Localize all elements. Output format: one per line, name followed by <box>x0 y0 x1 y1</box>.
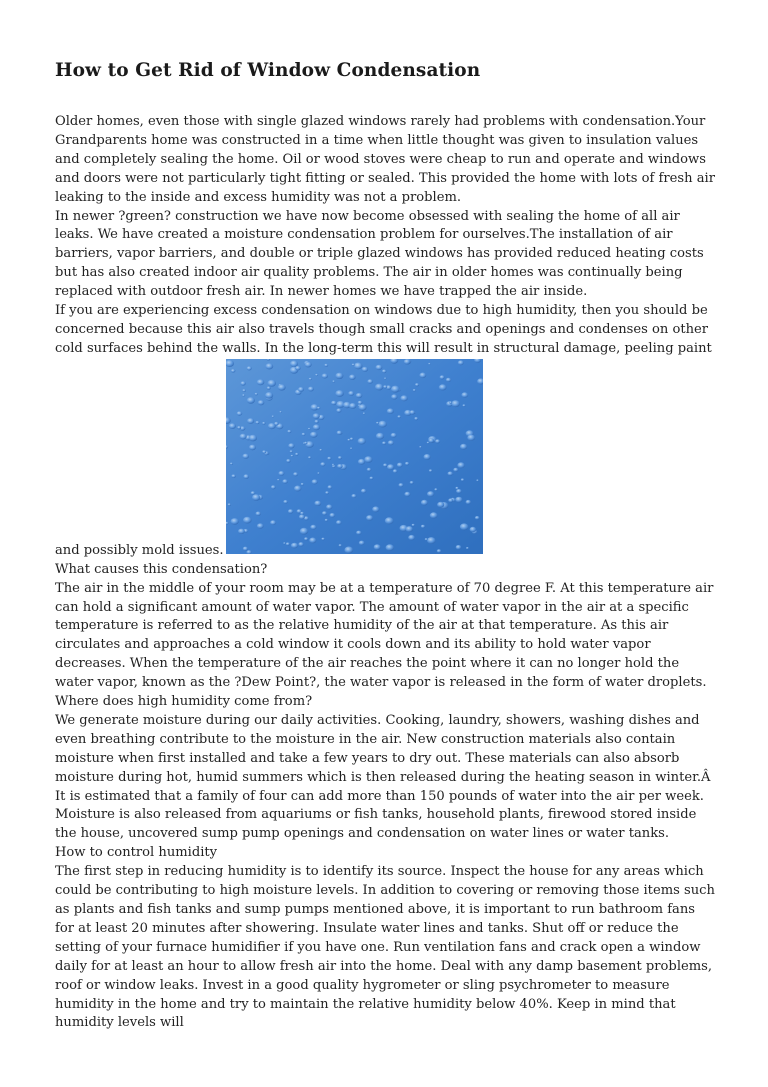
water-droplet <box>420 524 424 527</box>
paragraph-air-temperature: The air in the middle of your room may be at a temperature of 70 degree F. At this temperature air can hold a significant amount of water vapor. The amount of water vapor in the air at a specific temperature is referred to as the relative humidity of the air at that temperature. As this air circulates and approaches a cold window it cools down and its ability to hold water vapor decreases. When the temperature of the air reaches the point where it can no longer hold the water vapor, known as the ?Dew Point?, the water vapor is released in the form of water droplets. <box>55 580 714 691</box>
water-droplet <box>277 384 285 390</box>
water-droplet <box>262 422 265 425</box>
water-droplet <box>277 479 279 481</box>
water-droplet <box>476 479 478 481</box>
water-droplet <box>357 438 365 445</box>
water-droplet <box>383 463 387 466</box>
water-droplet <box>283 500 288 504</box>
water-droplet <box>455 545 461 550</box>
water-droplet <box>308 456 311 459</box>
water-droplet <box>419 446 421 448</box>
water-droplet <box>247 418 254 424</box>
water-droplet <box>405 526 412 532</box>
water-droplet <box>403 359 410 364</box>
water-droplet <box>298 514 304 519</box>
water-droplet <box>298 387 304 392</box>
water-droplet <box>400 395 407 401</box>
water-droplet <box>257 400 264 405</box>
paragraph-reducing-humidity: The first step in reducing humidity is to identify its source. Inspect the house for any areas which could be contributing to high moisture levels. In addition to covering or removing those items such as plants and fish tanks and sump pumps mentioned above, it is important to run bathroom fans for at least 20 minutes after showering. Insulate water lines and tanks. Shut off or reduce the setting of your furnace humidifier if you have one. Run ventilation fans and crack open a window daily for at least an hour to allow fresh air into the home. Deal with any damp basement problems, roof or window leaks. Invest in a good quality hygrometer or sling psychrometer to measure humidity in the home and try to maintain the relative humidity below 40%. Keep in mind that humidity levels will <box>55 864 715 1031</box>
water-droplet <box>254 392 257 395</box>
water-droplet <box>321 373 327 378</box>
water-droplet <box>312 424 319 430</box>
water-droplet <box>287 430 291 433</box>
water-droplet <box>376 421 379 423</box>
water-droplet <box>327 485 332 489</box>
water-droplet <box>448 498 453 502</box>
water-droplet <box>412 389 415 391</box>
water-droplet <box>267 380 276 387</box>
water-droplet <box>336 430 341 434</box>
page-title: How to Get Rid of Window Condensation <box>55 60 481 81</box>
water-droplet <box>321 537 324 540</box>
water-droplet <box>256 523 263 528</box>
water-droplet <box>274 422 279 426</box>
water-droplet <box>243 516 252 523</box>
water-droplet <box>329 513 335 518</box>
water-droplet <box>242 453 249 458</box>
water-droplet <box>270 520 276 525</box>
water-droplet <box>237 426 241 429</box>
water-droplet <box>373 544 380 550</box>
water-droplet <box>456 489 462 493</box>
water-droplet <box>309 537 316 543</box>
water-droplet <box>428 438 434 443</box>
water-droplet <box>385 544 393 551</box>
water-droplet <box>309 431 317 437</box>
water-droplet <box>348 391 354 396</box>
water-droplet <box>304 537 308 540</box>
water-droplet <box>295 453 298 456</box>
water-droplet <box>428 469 431 472</box>
water-droplet <box>384 377 386 379</box>
water-droplet <box>230 518 238 525</box>
water-droplet <box>460 478 463 481</box>
water-droplet <box>357 400 362 404</box>
water-droplet <box>314 420 318 423</box>
water-droplet <box>326 504 332 509</box>
water-droplet <box>447 471 452 475</box>
water-droplet <box>331 400 337 404</box>
water-droplet <box>242 389 246 392</box>
water-droplet <box>231 474 235 477</box>
water-droplet <box>428 363 430 365</box>
water-droplet <box>392 469 397 473</box>
water-droplet <box>285 542 289 545</box>
water-droplet <box>324 363 328 366</box>
water-droplet <box>466 547 469 549</box>
water-droplet <box>386 408 393 414</box>
water-droplet <box>349 403 356 409</box>
water-droplet <box>311 479 317 484</box>
water-droplet <box>304 441 307 444</box>
water-droplet <box>467 434 475 440</box>
water-droplet <box>337 456 341 459</box>
water-droplet <box>457 462 464 468</box>
water-droplet <box>337 464 343 468</box>
water-droplet <box>295 366 301 370</box>
water-droplet <box>316 406 319 409</box>
water-droplet <box>293 472 298 476</box>
paragraph-daily-activities: We generate moisture during our daily activities. Cooking, laundry, showers, washing dishes and even breathing contribute to the moisture in the air. New construction materials also contain moisture when first installed and take a few years to dry out. These materials can also absorb moisture during hot, humid summers which is then released during the heating season in winter.Â It is estimated that a family of four can add more than 150 pounds of water into the air per week. Moisture is also released from aquariums or fish tanks, household plants, firewood stored inside the house, uncovered sump pump openings and condensation on water lines or water tanks. <box>55 712 711 842</box>
water-droplet <box>429 512 437 518</box>
water-droplet <box>369 476 373 479</box>
water-droplet <box>319 449 322 451</box>
water-droplet <box>350 447 352 449</box>
water-droplet <box>246 366 251 370</box>
water-droplet <box>322 511 327 515</box>
water-droplet <box>308 377 311 379</box>
water-droplet <box>360 489 365 493</box>
water-droplet <box>353 362 362 369</box>
water-droplet <box>310 525 316 530</box>
water-droplet <box>283 542 285 544</box>
water-droplet <box>286 459 290 463</box>
water-droplet <box>249 444 256 450</box>
water-droplets-photo <box>226 359 483 554</box>
water-droplet <box>453 468 458 472</box>
water-droplet <box>358 540 364 545</box>
water-droplet <box>228 423 235 429</box>
water-droplet <box>462 404 465 406</box>
water-droplet <box>405 462 409 465</box>
water-droplet <box>439 375 444 379</box>
water-droplet <box>438 384 446 390</box>
water-droplet <box>242 546 247 550</box>
water-droplet <box>327 457 331 460</box>
water-droplet <box>252 494 260 501</box>
water-droplet <box>262 450 266 453</box>
water-droplet <box>459 523 468 530</box>
water-droplet <box>372 506 379 512</box>
water-droplet <box>270 485 275 489</box>
water-droplet <box>358 404 366 411</box>
water-droplet <box>391 394 397 399</box>
water-droplet <box>290 454 293 456</box>
water-droplet <box>384 517 393 524</box>
paragraph-newer-construction: In newer ?green? construction we have now become obsessed with sealing the home of all air leaks. We have created a moisture condensation problem for ourselves.The installation of air barriers, vapor barriers, and double or triple glazed windows has provided reduced heating costs but has also created indoor air quality problems. The air in older homes was continually being replaced with outdoor fresh air. In newer homes we have trapped the air inside. <box>55 208 704 300</box>
water-droplet <box>396 462 402 467</box>
water-droplet <box>320 462 325 466</box>
water-droplet <box>236 411 242 415</box>
water-droplet <box>375 364 382 369</box>
water-droplet <box>325 491 329 494</box>
water-droplet <box>434 488 437 491</box>
water-droplet <box>300 511 304 514</box>
water-droplet <box>256 379 264 385</box>
water-droplet <box>351 363 354 365</box>
water-droplet <box>351 494 356 498</box>
water-droplet <box>445 378 450 382</box>
water-droplet <box>239 433 246 439</box>
water-droplet <box>404 492 410 497</box>
water-droplet <box>298 542 303 546</box>
water-droplet <box>315 373 318 375</box>
water-droplet <box>387 440 393 445</box>
water-droplet <box>355 393 362 398</box>
water-droplet <box>409 481 413 484</box>
water-droplet <box>362 412 365 414</box>
water-droplet <box>301 433 305 436</box>
paragraph-mold-issues: and possibly mold issues. <box>55 542 224 558</box>
water-droplet <box>469 527 476 532</box>
water-droplet <box>266 386 270 389</box>
water-droplet <box>243 474 249 479</box>
water-droplet <box>246 397 254 404</box>
water-droplet <box>383 385 387 388</box>
water-droplet <box>460 444 467 450</box>
water-droplet <box>411 523 414 526</box>
water-droplet <box>294 485 301 491</box>
water-droplet <box>344 546 353 553</box>
water-droplet <box>240 381 245 385</box>
water-droplet <box>312 413 319 419</box>
water-droplet <box>382 369 386 373</box>
water-droplet <box>289 450 292 453</box>
water-droplet <box>390 385 399 392</box>
water-droplet <box>449 401 452 403</box>
water-droplets-image <box>226 359 483 554</box>
water-droplet <box>332 380 335 382</box>
water-droplet <box>250 491 255 495</box>
water-droplet <box>335 390 344 397</box>
water-droplet <box>227 503 230 506</box>
water-droplet <box>279 411 282 413</box>
water-droplet <box>307 386 313 391</box>
water-droplet <box>300 483 303 486</box>
water-droplet <box>397 415 401 418</box>
water-droplet <box>349 437 353 440</box>
water-droplet <box>398 483 403 487</box>
water-droplet <box>419 372 426 378</box>
water-droplet <box>457 360 463 365</box>
water-droplet <box>336 520 342 524</box>
water-droplet <box>374 383 382 390</box>
water-droplet <box>423 454 430 460</box>
water-droplet <box>375 433 383 440</box>
heading-control-humidity: How to control humidity <box>55 845 218 861</box>
water-droplet <box>364 456 372 463</box>
water-droplet <box>427 491 434 497</box>
water-droplet <box>271 415 274 417</box>
water-droplet <box>282 479 288 483</box>
water-droplet <box>451 400 460 407</box>
water-droplet <box>427 537 436 544</box>
water-droplet <box>424 538 427 540</box>
water-droplet <box>242 394 245 396</box>
image-paragraph <box>55 359 715 561</box>
water-droplet <box>238 528 245 533</box>
paragraph-older-homes: Older homes, even those with single glazed windows rarely had problems with condensation.Your Grandparents home was constructed in a time when little thought was given to insulation values and completely sealing the home. Oil or wood stoves were cheap to run and operate and windows and doors were not particularly tight fitting or sealed. This provided the home with lots of fresh air leaking to the inside and excess humidity was not a problem. <box>55 114 715 205</box>
water-droplet <box>356 530 361 534</box>
water-droplet <box>435 439 440 443</box>
water-droplet <box>366 468 371 472</box>
water-droplet <box>436 549 440 553</box>
water-droplet <box>387 464 394 470</box>
water-droplet <box>255 421 259 424</box>
water-droplet <box>265 392 273 399</box>
water-droplet <box>390 433 396 438</box>
water-droplet <box>361 367 367 372</box>
water-droplet <box>265 363 273 369</box>
water-droplet <box>287 509 292 513</box>
water-droplet <box>367 379 373 383</box>
water-droplet <box>465 500 470 504</box>
heading-where-humidity: Where does high humidity come from? <box>55 694 313 710</box>
water-droplet <box>335 372 343 378</box>
water-droplet <box>415 383 419 386</box>
water-droplet <box>420 500 427 506</box>
water-droplet <box>307 427 310 429</box>
water-droplet <box>255 511 260 515</box>
water-droplet <box>299 528 307 535</box>
water-droplet <box>474 516 479 520</box>
paragraph-excess-condensation: If you are experiencing excess condensation on windows due to high humidity, then you should be concerned because this air also travels though small cracks and openings and condenses on other cold surfaces behind the walls. In the long-term this will result in structural damage, peeling paint <box>55 303 712 356</box>
water-droplet <box>248 434 256 441</box>
water-droplet <box>314 500 321 505</box>
document-page <box>55 60 715 1033</box>
water-droplet <box>304 362 311 368</box>
water-droplet <box>336 408 341 412</box>
water-droplet <box>349 374 356 379</box>
water-droplet <box>278 471 284 476</box>
water-droplet <box>378 420 387 427</box>
water-droplet <box>229 462 232 464</box>
water-droplet <box>455 496 462 502</box>
water-droplet <box>331 463 333 465</box>
heading-what-causes: What causes this condensation? <box>55 561 268 577</box>
water-droplet <box>288 443 294 448</box>
water-droplet <box>338 544 341 547</box>
water-droplet <box>408 535 415 540</box>
water-droplet <box>357 459 364 465</box>
water-droplet <box>437 502 444 508</box>
water-droplet <box>461 392 468 397</box>
water-droplet <box>317 472 319 474</box>
water-droplet <box>455 487 458 490</box>
water-droplet <box>230 369 235 373</box>
water-droplet <box>324 519 327 522</box>
water-droplet <box>290 542 297 548</box>
water-droplet <box>382 441 386 444</box>
water-droplet <box>366 515 373 521</box>
water-droplet <box>414 417 418 420</box>
water-droplet <box>409 410 414 414</box>
